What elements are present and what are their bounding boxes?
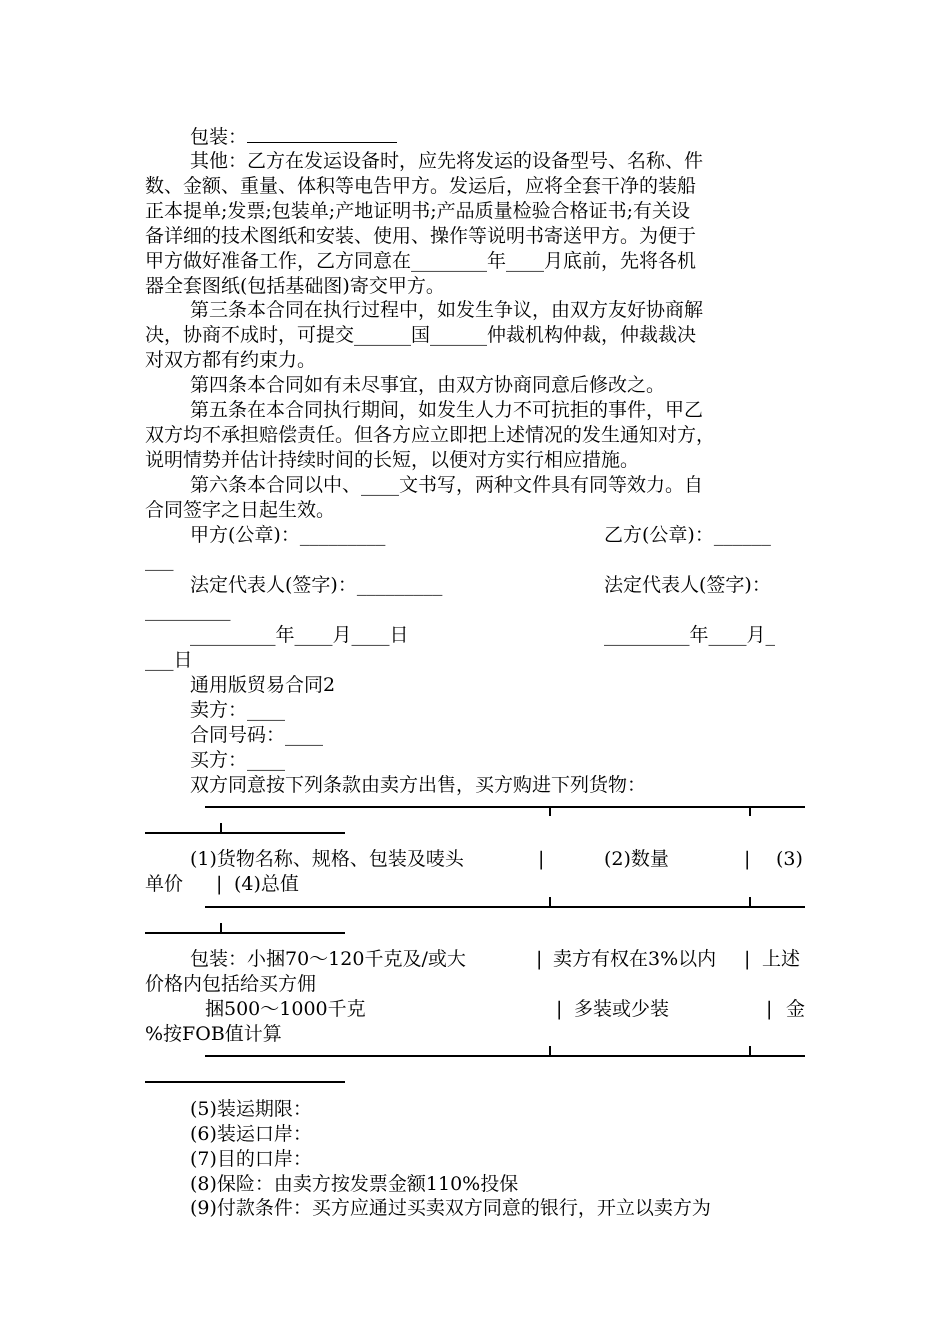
text-line: 双方均不承担赔偿责任。但各方应立即把上述情况的发生通知对方， [145, 424, 716, 446]
text-line: 备详细的技术图纸和安装、使用、操作等说明书寄送甲方。为便于 [145, 225, 697, 247]
text-line: 决，协商不成时，可提交______国______仲裁机构仲裁，仲裁裁决 [145, 324, 697, 346]
article-4-line: 第四条本合同如有未尽事宜，由双方协商同意后修改之。 [190, 374, 666, 396]
table-tick [749, 806, 751, 816]
table-header-total: (4)总值 [234, 873, 299, 895]
table-tick [220, 923, 222, 933]
seller-line: 卖方：____ [190, 699, 286, 721]
table-separator: | [744, 948, 751, 970]
table-cell-allowance-cont: 多装或少装 [574, 998, 670, 1020]
text-line: ___日 [145, 649, 193, 671]
party-b-seal: 乙方(公章)：______ [604, 524, 771, 546]
table-rule [205, 906, 805, 908]
shipment-period: (5)装运期限： [190, 1098, 312, 1120]
table-cell-allowance: 卖方有权在3%以内 [553, 948, 717, 970]
text-line: 正本提单;发票;包装单;产地证明书;产品质量检验合格证书;有关设 [145, 200, 691, 222]
article-6-line: 第六条本合同以中、____文书写，两种文件具有同等效力。自 [190, 474, 704, 496]
table-tick [549, 897, 551, 907]
payment-terms: (9)付款条件：买方应通过买卖双方同意的银行，开立以卖方为 [190, 1197, 711, 1219]
table-rule [205, 806, 805, 808]
table-cell-price-note: 上述 [762, 948, 801, 970]
table-separator: | [216, 873, 223, 895]
text-line: 数、金额、重量、体积等电告甲方。发运后，应将全套干净的装船 [145, 175, 697, 197]
table-header-unit: (3) [776, 848, 803, 870]
text-line: 其他：乙方在发运设备时，应先将发运的设备型号、名称、件 [190, 150, 704, 172]
table-cell-price-note-cont: 价格内包括给买方佣 [145, 973, 317, 995]
table-rule [145, 832, 345, 834]
party-a-representative: 法定代表人(签字)：_________ 法定代表人(签字)： [190, 574, 771, 596]
table-header-goods: (1)货物名称、规格、包装及唛头 [190, 848, 464, 870]
agreement-line: 双方同意按下列条款由卖方出售，买方购进下列货物： [190, 774, 647, 796]
table-tick [549, 806, 551, 816]
text-line: 甲方做好准备工作，乙方同意在________年____月底前，先将各机 [145, 250, 697, 272]
text-line: 合同签字之日起生效。 [145, 499, 336, 521]
party-a-date: _________年____月____日 _________年____月_ [190, 624, 776, 646]
table-separator: | [536, 948, 543, 970]
table-tick [220, 823, 222, 833]
party-b-date: _________年____月_ [604, 624, 776, 646]
contract-number-line: 合同号码：____ [190, 724, 324, 746]
table-rule [145, 1081, 345, 1083]
packing-line: 包装： [190, 124, 810, 149]
article-3-line: 第三条本合同在执行过程中，如发生争议，由双方友好协商解 [190, 299, 704, 321]
table-tick [749, 897, 751, 907]
contract-title: 通用版贸易合同2 [190, 674, 336, 696]
text-line: ___ [145, 549, 174, 571]
table-cell-packing-cont: 捆500～1000千克 [205, 998, 366, 1020]
table-header-unit-price: 单价 [145, 873, 184, 895]
insurance-line: (8)保险：由卖方按发票金额110%投保 [190, 1173, 519, 1195]
loading-port: (6)装运口岸： [190, 1123, 312, 1145]
text-line: 对双方都有约束力。 [145, 349, 317, 371]
table-rule [205, 1055, 805, 1057]
table-cell-commission: 金 [786, 998, 806, 1020]
table-tick [549, 1046, 551, 1056]
text-line: _________ [145, 599, 231, 621]
article-5-line: 第五条在本合同执行期间，如发生人力不可抗拒的事件，甲乙 [190, 399, 704, 421]
table-cell-packing: 包装：小捆70～120千克及/或大 [190, 948, 466, 970]
table-header-quantity: (2)数量 [604, 848, 669, 870]
buyer-line: 买方：____ [190, 749, 286, 771]
packing-blank [247, 124, 397, 143]
table-separator: | [744, 848, 751, 870]
table-cell-commission-cont: %按FOB值计算 [145, 1023, 282, 1045]
text-line: 器全套图纸(包括基础图)寄交甲方。 [145, 275, 445, 297]
table-separator: | [556, 998, 563, 1020]
destination-port: (7)目的口岸： [190, 1148, 312, 1170]
table-tick [749, 1046, 751, 1056]
party-b-representative: 法定代表人(签字)： [604, 574, 771, 596]
table-separator: | [538, 848, 545, 870]
party-a-seal: 甲方(公章)：_________ 乙方(公章)：______ [190, 524, 771, 546]
table-separator: | [766, 998, 773, 1020]
text-line: 说明情势并估计持续时间的长短，以便对方实行相应措施。 [145, 449, 640, 471]
table-rule [145, 932, 345, 934]
